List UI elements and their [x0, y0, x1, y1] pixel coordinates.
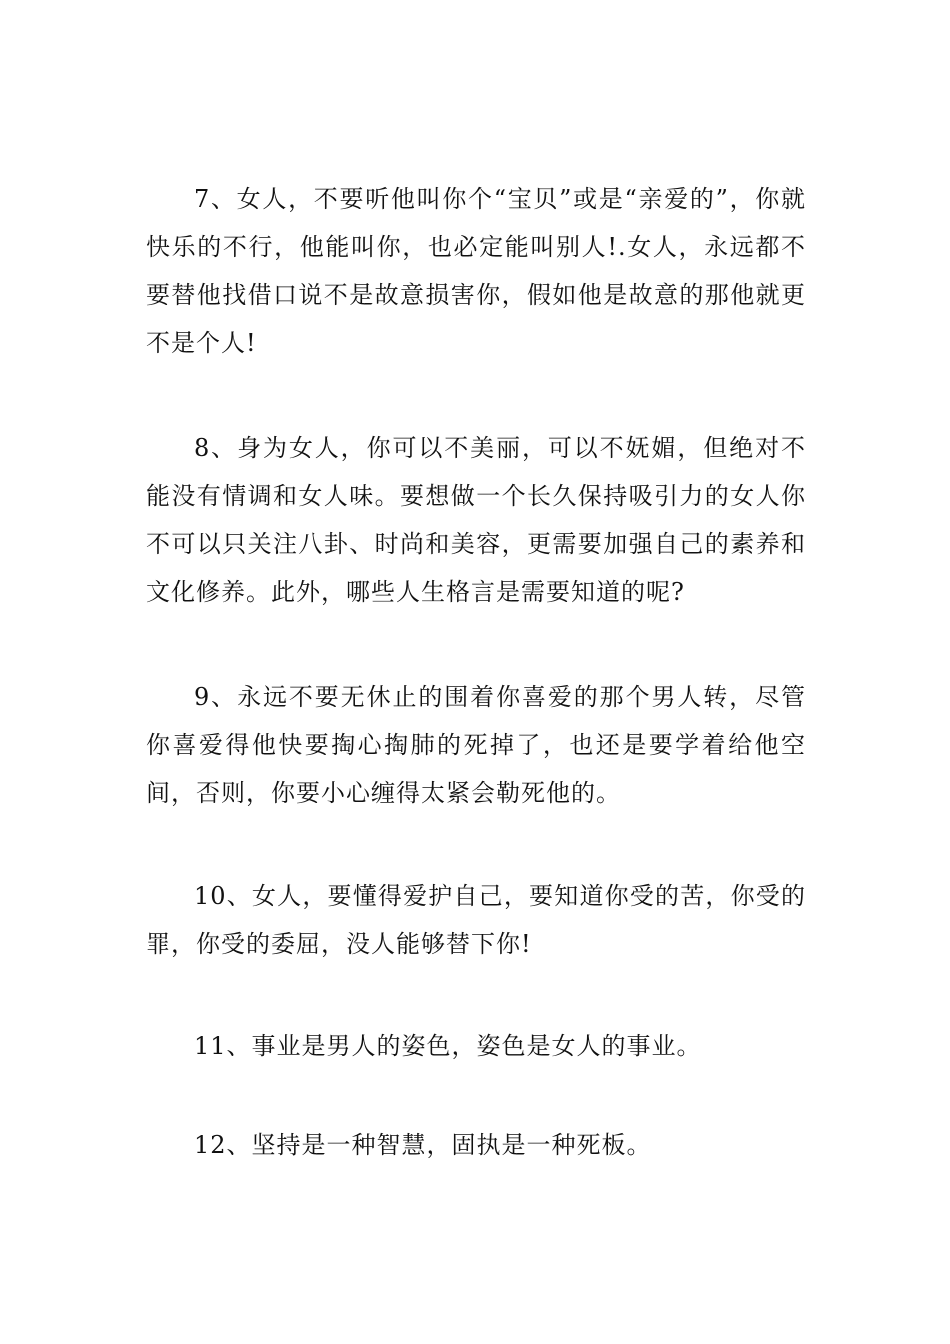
paragraph-9: 9、永远不要无休止的围着你喜爱的那个男人转，尽管你喜爱得他快要掏心掏肺的死掉了，也还是要学着给他空间，否则，你要小心缠得太紧会勒死他的。 [146, 683, 806, 807]
paragraph-11: 11、事业是男人的姿色，姿色是女人的事业。 [194, 1032, 702, 1060]
paragraph-8: 8、身为女人，你可以不美丽，可以不妩媚，但绝对不能没有情调和女人味。要想做一个长久保持吸引力的女人你不可以只关注八卦、时尚和美容，更需要加强自己的素养和文化修养。此外，哪些人生格言是需要知道的呢? [146, 434, 806, 606]
paragraph-7: 7、女人，不要听他叫你个“宝贝”或是“亲爱的”，你就快乐的不行，他能叫你，也必定能叫别人!.女人，永远都不要替他找借口说不是故意损害你，假如他是故意的那他就更不是个人! [146, 185, 806, 357]
paragraph-12: 12、坚持是一种智慧，固执是一种死板。 [194, 1131, 652, 1159]
paragraph-10: 10、女人，要懂得爱护自己，要知道你受的苦，你受的罪，你受的委屈，没人能够替下你! [146, 882, 806, 958]
